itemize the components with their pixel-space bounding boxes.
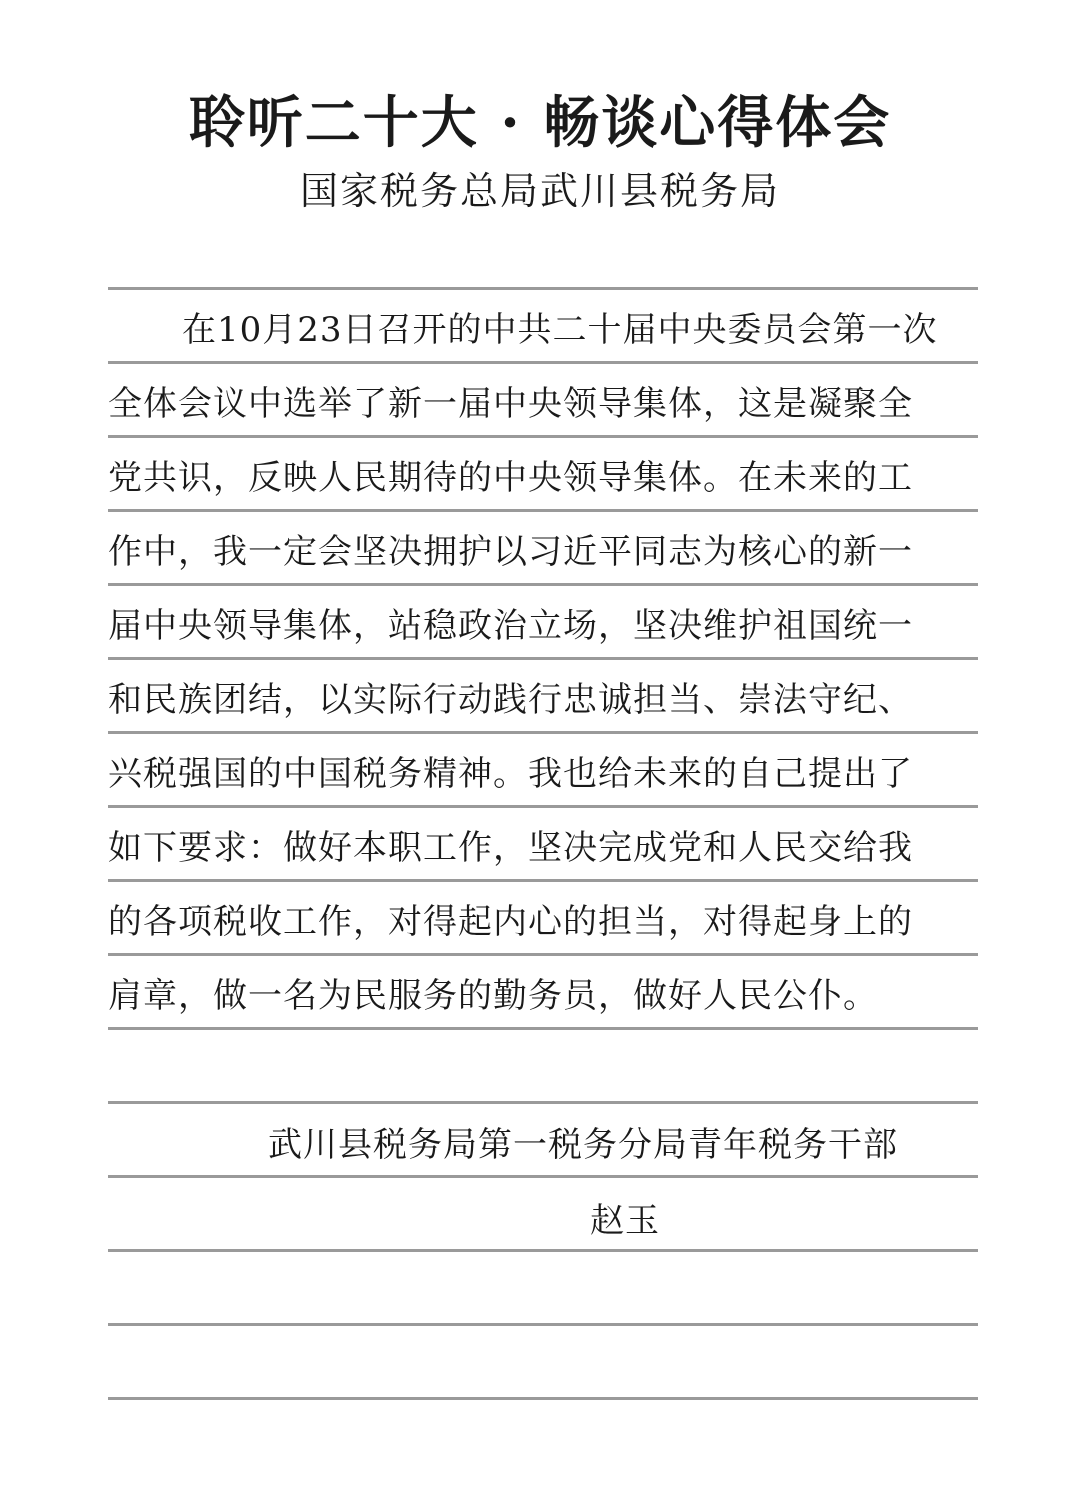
ruled-line [108, 509, 978, 512]
signature-name: 赵玉 [590, 1201, 660, 1241]
ruled-line [108, 953, 978, 956]
body-line-2: 全体会议中选举了新一届中央领导集体，这是凝聚全 [108, 384, 913, 424]
ruled-line [108, 1397, 978, 1400]
body-line-9: 的各项税收工作，对得起内心的担当，对得起身上的 [108, 902, 913, 942]
ruled-line [108, 1027, 978, 1030]
ruled-line [108, 583, 978, 586]
ruled-line [108, 1101, 978, 1104]
body-line-7: 兴税强国的中国税务精神。我也给未来的自己提出了 [108, 754, 913, 794]
ruled-line [108, 731, 978, 734]
body-line-4: 作中，我一定会坚决拥护以习近平同志为核心的新一 [108, 532, 913, 572]
body-line-5: 届中央领导集体，站稳政治立场，坚决维护祖国统一 [108, 606, 913, 646]
body-line-1: 在10月23日召开的中共二十届中央委员会第一次 [182, 310, 938, 350]
body-line-8: 如下要求：做好本职工作，坚决完成党和人民交给我 [108, 828, 913, 868]
body-line-3: 党共识，反映人民期待的中央领导集体。在未来的工 [108, 458, 913, 498]
ruled-line [108, 1175, 978, 1178]
ruled-line [108, 287, 978, 290]
body-line-6: 和民族团结，以实际行动践行忠诚担当、崇法守纪、 [108, 680, 913, 720]
page-subtitle: 国家税务总局武川县税务局 [299, 169, 780, 213]
ruled-line [108, 361, 978, 364]
ruled-line [108, 1323, 978, 1326]
page-title: 聆听二十大 · 畅谈心得体会 [188, 90, 892, 156]
ruled-line [108, 657, 978, 660]
ruled-line [108, 879, 978, 882]
signature-unit: 武川县税务局第一税务分局青年税务干部 [268, 1125, 898, 1165]
ruled-line [108, 805, 978, 808]
ruled-line [108, 1249, 978, 1252]
body-line-10: 肩章，做一名为民服务的勤务员，做好人民公仆。 [108, 976, 878, 1016]
ruled-line [108, 435, 978, 438]
